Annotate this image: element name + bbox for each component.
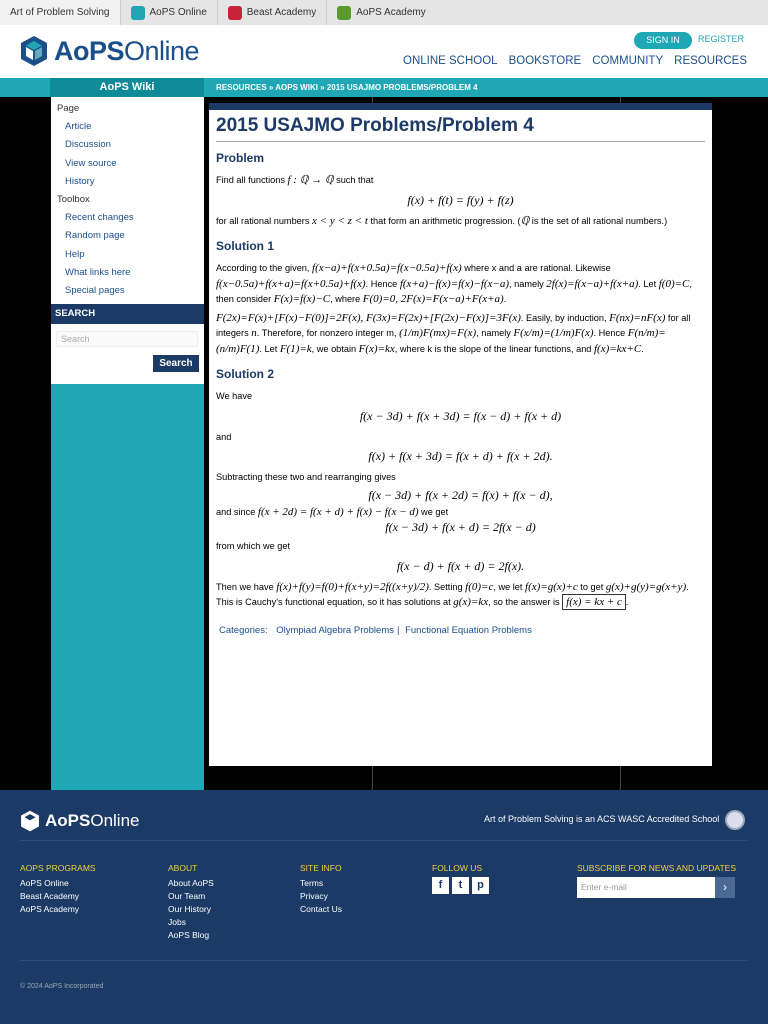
site-header (0, 25, 768, 78)
chevron-right-icon: › (723, 880, 727, 894)
footer-link[interactable]: Privacy (300, 891, 328, 901)
sidebar-item-recent-changes[interactable]: Recent changes (65, 212, 134, 224)
footer-follow (432, 862, 489, 894)
footer-link[interactable]: Contact Us (300, 904, 343, 914)
sidebar-item-article[interactable]: Article (65, 121, 92, 132)
accreditation-text: Art of Problem Solving is an ACS WASC Accredited School (484, 814, 720, 824)
site-link-aops-academy[interactable] (326, 0, 435, 25)
copyright: © 2024 AoPS Incorporated (20, 983, 104, 990)
site-link-aops[interactable] (0, 0, 120, 25)
wiki-bar (0, 78, 768, 97)
site-switcher-bar (0, 0, 768, 25)
footer-programs (20, 862, 96, 916)
site-link-label: Art of Problem Solving (10, 7, 110, 18)
footer-link[interactable]: AoPS Blog (168, 930, 210, 940)
problem-heading: Problem (216, 151, 265, 165)
category-link[interactable]: Functional Equation Problems (405, 624, 532, 636)
footer-logo[interactable] (20, 810, 139, 832)
sidebar-item-special-pages[interactable]: Special pages (65, 285, 125, 297)
footer-heading: FOLLOW US (432, 863, 483, 873)
main-nav (403, 55, 747, 67)
register-link[interactable]: REGISTER (698, 34, 745, 44)
aops-online-icon (131, 6, 145, 20)
footer-link[interactable]: Terms (300, 878, 324, 888)
footer-link[interactable]: Our History (168, 904, 211, 914)
aops-cube-icon (20, 810, 40, 832)
solution-2-text: from which we get (216, 541, 291, 551)
footer-link[interactable]: AoPS Academy (20, 904, 80, 914)
nav-resources[interactable]: RESOURCES (674, 55, 747, 67)
search-button[interactable]: Search (153, 355, 199, 372)
site-link-label: AoPS Academy (356, 7, 426, 18)
footer-subscribe (577, 862, 736, 877)
footer-divider (20, 840, 747, 841)
breadcrumb[interactable]: RESOURCES » AOPS WIKI » 2015 USAJMO PROBLEMS/PROBLEM 4 (216, 83, 478, 92)
toolbox-heading: Toolbox (57, 194, 90, 206)
email-field[interactable]: Enter e-mail (577, 877, 735, 898)
categories-label[interactable]: Categories: (219, 624, 268, 636)
logo-text-light: Online (90, 811, 140, 830)
solution-2-text: and (216, 431, 232, 442)
category-link[interactable]: Olympiad Algebra Problems (276, 624, 394, 636)
solution-2-text: Then we have f(x)+f(y)=f(0)+f(x+y)=2f((x+y)/2). Setting f(0)=c, we let f(x)=g(x)+c to get g(x)+g(y)=g(x+y). This is Cauchy's functional equation, so it has solutions at g(x)=kx, so the answer is f(x) = kx + c . (216, 580, 689, 608)
logo-text-bold: AoPS (54, 35, 125, 66)
sidebar-item-view-source[interactable]: View source (65, 157, 117, 169)
nav-bookstore[interactable]: BOOKSTORE (508, 55, 582, 67)
site-link-label: Beast Academy (246, 7, 317, 18)
equation: f(x − 3d) + f(x + 2d) = f(x) + f(x − d), (368, 487, 553, 502)
facebook-icon[interactable]: f (432, 877, 449, 894)
footer-heading: SITE INFO (300, 863, 342, 873)
site-footer (0, 790, 768, 1024)
equation: f(x) + f(t) = f(y) + f(z) (407, 192, 514, 207)
site-link-aops-online[interactable] (120, 0, 217, 25)
solution-1-heading: Solution 1 (216, 239, 274, 253)
aops-online-logo[interactable] (20, 35, 199, 67)
footer-link[interactable]: About AoPS (168, 878, 214, 888)
footer-link[interactable]: Our Team (168, 891, 206, 901)
solution-2-heading: Solution 2 (216, 367, 274, 381)
search-heading: SEARCH (51, 304, 204, 324)
logo-text-bold: AoPS (45, 811, 91, 830)
footer-link[interactable]: Beast Academy (20, 891, 80, 901)
search-input[interactable]: Search (56, 331, 198, 347)
sidebar-item-help[interactable]: Help (65, 248, 85, 260)
footer-link[interactable]: Jobs (168, 917, 186, 927)
aops-cube-icon (20, 35, 48, 67)
page-heading: Page (57, 103, 80, 114)
solution-1-text: F(2x)=F(x)+[F(x)−F(0)]=2F(x), F(3x)=F(2x)+[F(2x)−F(x)]=3F(x). Easily, by induction, F(nx)=nF(x) for all integers n. Therefore, for nonzero integer m, (1/m)F(mx)=F(x), namely F(x/m)=(1/m)F(x). Hence F(n/m)=(n/m)F(1). Let F(1)=k, we obtain F(x)=kx, where k is the slope of the linear functions, and f(x)=kx+C. (216, 311, 691, 355)
solution-2-text: and since f(x + 2d) = f(x + d) + f(x) − f(x − d) we get (216, 505, 449, 518)
footer-link[interactable]: AoPS Online (20, 878, 69, 888)
site-link-label: AoPS Online (149, 7, 207, 18)
sidebar-item-history[interactable]: History (65, 175, 95, 187)
aops-academy-icon (337, 6, 351, 20)
footer-about (168, 862, 214, 942)
problem-text: for all rational numbers x < y < z < t that form an arithmetic progression. (ℚ is the set of all rational numbers.) (216, 214, 668, 227)
page-title: 2015 USAJMO Problems/Problem 4 (216, 115, 705, 142)
sidebar-item-random-page[interactable]: Random page (65, 230, 125, 242)
wiki-sidebar (51, 97, 204, 790)
equation: f(x − 3d) + f(x + d) = 2f(x − d) (385, 520, 536, 534)
wasc-seal-icon (725, 810, 745, 830)
solution-2-text: Subtracting these two and rearranging gives (216, 472, 396, 482)
footer-heading: ABOUT (168, 863, 198, 873)
pinterest-icon[interactable]: p (472, 877, 489, 894)
sign-in-button[interactable]: SIGN IN (634, 32, 692, 49)
equation: f(x − d) + f(x + d) = 2f(x). (396, 558, 525, 573)
solution-2-text: We have (216, 391, 253, 401)
article-content (209, 103, 712, 766)
footer-heading: AOPS PROGRAMS (20, 863, 96, 873)
sidebar-item-what-links-here[interactable]: What links here (65, 267, 131, 279)
site-link-beast-academy[interactable] (217, 0, 326, 25)
logo-text-light: Online (124, 35, 200, 66)
footer-site-info (300, 862, 342, 916)
wiki-title[interactable]: AoPS Wiki (50, 78, 204, 97)
equation: f(x) + f(x + 3d) = f(x + d) + f(x + 2d). (368, 449, 553, 463)
solution-1-text: According to the given, f(x−a)+f(x+0.5a)=f(x−0.5a)+f(x) where x and a are rational. Likewise f(x−0.5a)+f(x+a)=f(x+0.5a)+f(x). Hence f(x+a)−f(x)=f(x)−f(x−a), namely 2f(x)=f(x−a)+f(x+a). Let f(0)=C, then consider F(x)=f(x)−C, where F(0)=0, 2F(x)=F(x−a)+F(x+a). (216, 262, 692, 305)
categories: Categories: Olympiad Algebra Problems | Functional Equation Problems (216, 625, 705, 636)
footer-heading: SUBSCRIBE FOR NEWS AND UPDATES (577, 863, 737, 873)
equation: f(x − 3d) + f(x + 3d) = f(x − d) + f(x + d) (359, 408, 562, 423)
nav-community[interactable]: COMMUNITY (592, 55, 664, 67)
footer-divider (20, 960, 747, 961)
beast-academy-icon (228, 6, 242, 20)
problem-text: Find all functions f : ℚ → ℚ such that (216, 174, 374, 186)
subscribe-button[interactable] (715, 877, 735, 898)
twitter-icon[interactable]: t (452, 877, 469, 894)
nav-online-school[interactable]: ONLINE SCHOOL (403, 55, 498, 67)
sidebar-item-discussion[interactable]: Discussion (65, 139, 111, 151)
